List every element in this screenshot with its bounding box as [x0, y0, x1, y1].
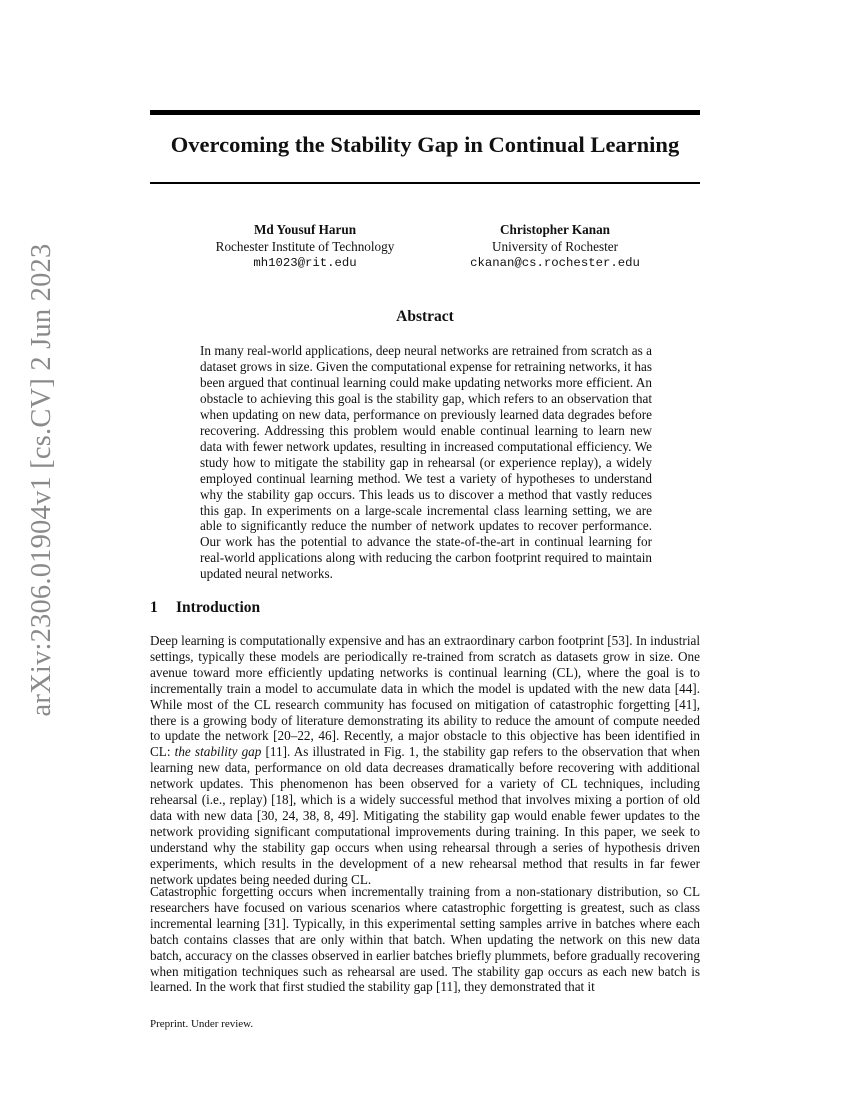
intro-paragraph-2: Catastrophic forgetting occurs when incrementally training from a non-stationary distribution, so CL researchers have focused on various scenarios where catastrophic forgetting is greatest, such as class incremental learning [31]. Typically, in this experimental setting samples arrive in batches where each batch contains classes that are only within that batch. When updating the network on this new data batch, accuracy on the classes observed in earlier batches briefly plummets, before gradually recovering when mitigation techniques such as rehearsal are used. The stability gap occurs as each new batch is learned. In the work that first studied the stability gap [11], they demonstrated that it	[150, 884, 700, 995]
author-block-2	[430, 221, 680, 272]
author-email: mh1023@rit.edu	[253, 256, 357, 270]
author-email: ckanan@cs.rochester.edu	[470, 256, 640, 270]
intro-paragraph-1-part-a: Deep learning is computationally expensive and has an extraordinary carbon footprint [53]. In industrial settings, typically these models are periodically re-trained from scratch as datasets grow in size. One avenue toward more efficiently updating networks is continual learning (CL), where the goal is to incrementally train a model to accumulate data in which the model is updated with the new data [44]. While most of the CL research community has focused on mitigation of catastrophic forgetting [41], there is a growing body of literature demonstrating its ability to reduce the amount of compute needed to update the network [20–22, 46]. Recently, a major obstacle to this objective has been identified in CL:	[150, 633, 700, 760]
author-name: Md Yousuf Harun	[253, 222, 357, 237]
section-heading	[150, 599, 260, 617]
paper-title: Overcoming the Stability Gap in Continual Learning	[170, 132, 680, 157]
abstract-text: In many real-world applications, deep neural networks are retrained from scratch as a dataset grows in size. Given the computational expense for retraining networks, it has been argued that continual learning could make updating networks more efficient. An obstacle to achieving this goal is the stability gap, which refers to an observation that when updating on new data, performance on previously learned data degrades before recovering. Addressing this problem would enable continual learning to learn new data with fewer network updates, resulting in increased computational efficiency. We study how to mitigate the stability gap in rehearsal (or experience replay), a widely employed continual learning method. We test a variety of hypotheses to understand why the stability gap occurs. This leads us to discover a method that vastly reduces this gap. In experiments on a large-scale incremental class learning setting, we are able to significantly reduce the number of network updates to recover performance. Our work has the potential to advance the state-of-the-art in continual learning for real-world applications along with reducing the carbon footprint required to maintain updated neural networks.	[200, 343, 652, 582]
stability-gap-term: the stability gap	[174, 744, 262, 760]
title-bottom-rule	[150, 182, 700, 184]
abstract-heading: Abstract	[396, 308, 454, 325]
intro-paragraph-1-part-b: [11]. As illustrated in Fig. 1, the stability gap refers to the observation that when learning new data, performance on old data decreases dramatically before recovering with additional network updates. This phenomenon has been observed for a variety of CL techniques, including rehearsal (i.e., replay) [18], which is a widely successful method that involves mixing a portion of old data with new data [30, 24, 38, 8, 49]. Mitigating the stability gap would enable fewer updates to the network providing significant computational improvements during training. In this paper, we seek to understand why the stability gap occurs when using rehearsal through a series of hypothesis driven experiments, which results in the development of a new rehearsal method that results in far fewer network updates being needed during CL.	[150, 744, 700, 887]
intro-paragraph-1	[150, 633, 700, 888]
author-affiliation: Rochester Institute of Technology	[215, 239, 395, 254]
arxiv-identifier: arXiv:2306.01904v1 [cs.CV] 2 Jun 2023	[26, 243, 57, 717]
author-name: Christopher Kanan	[499, 222, 611, 237]
title-top-rule	[150, 110, 700, 115]
section-number: 1	[150, 599, 158, 616]
footer-note: Preprint. Under review.	[150, 1018, 254, 1030]
arxiv-side-stamp	[22, 243, 62, 717]
author-block-1	[180, 221, 430, 272]
section-title: Introduction	[176, 599, 261, 616]
author-affiliation: University of Rochester	[492, 239, 618, 254]
